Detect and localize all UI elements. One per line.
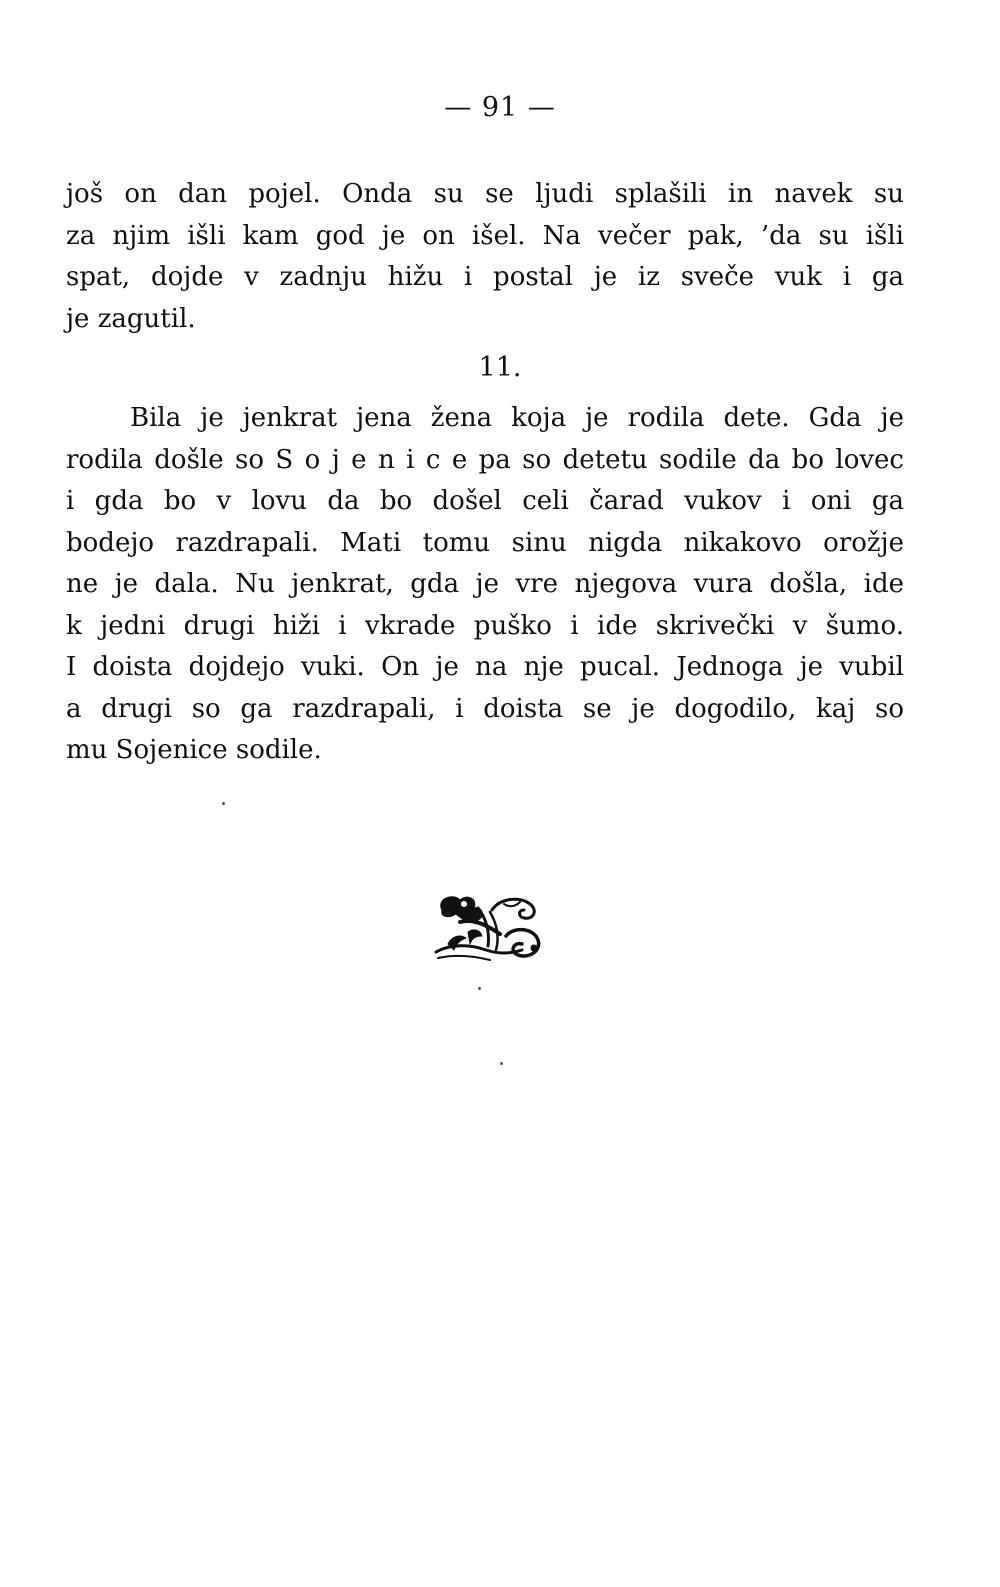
text-line: I doista dojdejo vuki. On je na nje pucal. Jednoga je vubil [66,652,904,682]
print-speck [222,802,225,805]
text-line: Bila je jenkrat jena žena koja je rodila dete. Gda je [130,403,904,433]
paragraph-story [66,398,904,772]
paragraph-continued [66,174,904,340]
text-line: k jedni drugi hiži i vkrade puško i ide skrivečki v šumo. [66,610,904,641]
floral-vignette-icon [430,888,550,968]
text-line: rodila došle so S o j e n i c e pa so detetu sodile da bo lovec [66,444,904,475]
text-line: i gda bo v lovu da bo došel celi čarad vukov i oni ga [66,486,904,516]
print-speck [500,1062,503,1065]
section-number: 11. [478,352,522,383]
text-line: mu Sojenice sodile. [66,735,322,765]
text-line: je zagutil. [66,303,196,334]
text-line: bodejo razdrapali. Mati tomu sinu nigda nikakovo orožje [66,527,904,558]
text-line: a drugi so ga razdrapali, i doista se je dogodilo, kaj so [66,693,904,724]
text-line: još on dan pojel. Onda su se ljudi splašili in navek su [66,179,904,209]
text-line: ne je dala. Nu jenkrat, gda je vre njegova vura došla, ide [66,569,904,599]
text-line: za njim išli kam god je on išel. Na večer pak, ’da su išli [66,220,904,251]
text-line: spat, dojde v zadnju hižu i postal je iz sveče vuk i ga [66,262,904,292]
print-speck [478,987,481,990]
page-number: — 91 — [444,92,556,123]
